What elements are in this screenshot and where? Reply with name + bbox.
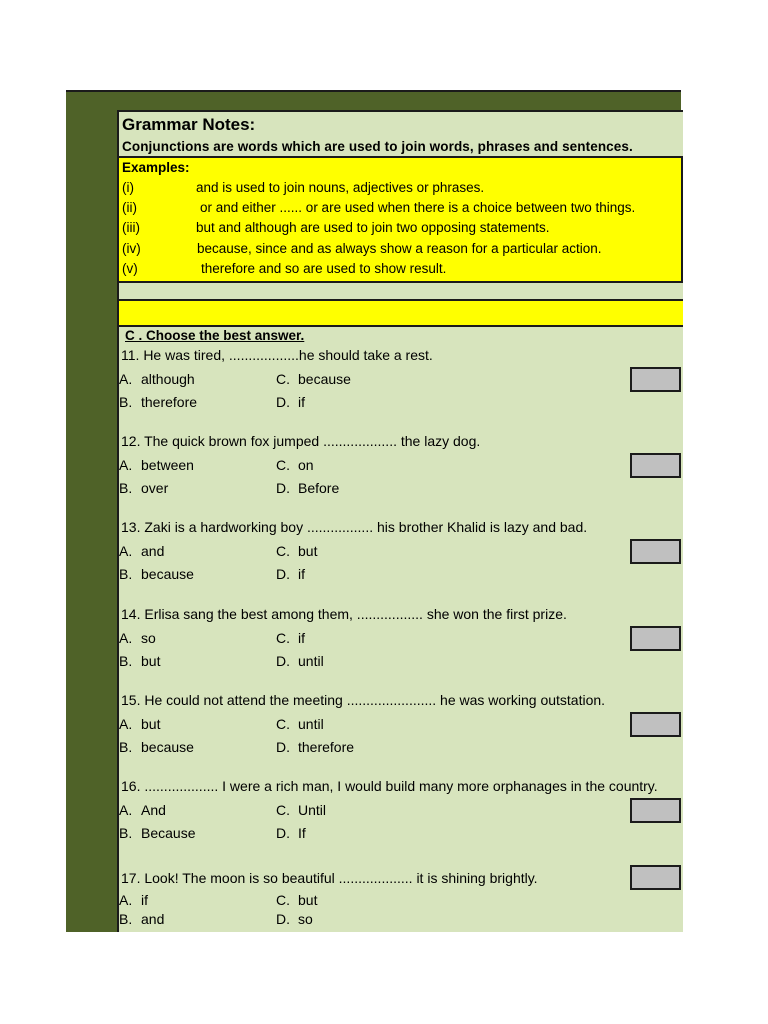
question-text: 15. He could not attend the meeting ....................... he was working outstation.: [121, 692, 606, 708]
option-d: D. if: [276, 394, 305, 410]
option-b: B. over: [119, 480, 169, 496]
notes-definition: Conjunctions are words which are used to join words, phrases and sentences.: [122, 139, 633, 154]
option-d: D. if: [276, 566, 305, 582]
option-d: D. until: [276, 653, 324, 669]
question-text: 14. Erlisa sang the best among them, ................. she won the first prize.: [121, 606, 567, 622]
answer-box[interactable]: [630, 798, 681, 823]
answer-box[interactable]: [630, 712, 681, 737]
worksheet-panel: [117, 110, 683, 932]
option-d: D. therefore: [276, 739, 355, 755]
option-b: B. and: [119, 911, 165, 927]
option-d: D. Before: [276, 480, 340, 496]
option-a: A. and: [119, 543, 165, 559]
option-a: A. so: [119, 630, 156, 646]
example-row: [122, 180, 484, 195]
answer-box[interactable]: [630, 539, 681, 564]
option-c: C. but: [276, 543, 318, 559]
option-b: B. Because: [119, 825, 196, 841]
example-number: (ii): [122, 200, 137, 215]
answer-box[interactable]: [630, 453, 681, 478]
example-row: [122, 261, 446, 276]
option-b: B. because: [119, 739, 194, 755]
highlight-band: [119, 299, 683, 327]
option-c: C. on: [276, 457, 314, 473]
option-b: B. but: [119, 653, 161, 669]
option-a: A. but: [119, 716, 161, 732]
option-c: C. if: [276, 630, 305, 646]
example-number: (v): [122, 261, 138, 276]
option-a: A. although: [119, 371, 195, 387]
option-c: C. until: [276, 716, 324, 732]
option-c: C. but: [276, 892, 318, 908]
question-text: 17. Look! The moon is so beautiful ................... it is shining brightly.: [121, 870, 538, 886]
option-b: B. because: [119, 566, 194, 582]
example-text: therefore and so are used to show result.: [201, 261, 447, 276]
option-c: C. Until: [276, 802, 327, 818]
answer-box[interactable]: [630, 626, 681, 651]
option-a: A. And: [119, 802, 166, 818]
answer-box[interactable]: [630, 865, 681, 890]
example-text: and is used to join nouns, adjectives or phrases.: [196, 180, 485, 195]
notes-title: Grammar Notes:: [122, 115, 256, 134]
section-title: C . Choose the best answer.: [125, 328, 305, 343]
option-a: A. if: [119, 892, 148, 908]
example-number: (iv): [122, 241, 141, 256]
option-d: D. so: [276, 911, 313, 927]
option-c: C. because: [276, 371, 351, 387]
example-row: [122, 220, 550, 235]
question-text: 12. The quick brown fox jumped ................... the lazy dog.: [121, 433, 481, 449]
examples-heading: Examples:: [122, 160, 190, 175]
example-text: or and either ...... or are used when there is a choice between two things.: [200, 200, 636, 215]
option-a: A. between: [119, 457, 194, 473]
question-text: 11. He was tired, ..................he should take a rest.: [121, 347, 433, 363]
option-b: B. therefore: [119, 394, 198, 410]
example-row: [122, 241, 601, 256]
examples-box: [119, 156, 683, 283]
example-number: (i): [122, 180, 134, 195]
example-text: because, since and as always show a reason for a particular action.: [197, 241, 602, 256]
option-d: D. If: [276, 825, 306, 841]
example-row: [122, 200, 635, 215]
question-text: 16. ................... I were a rich man, I would build many more orphanages in the country.: [121, 778, 658, 794]
example-text: but and although are used to join two opposing statements.: [196, 220, 550, 235]
example-number: (iii): [122, 220, 140, 235]
answer-box[interactable]: [630, 367, 681, 392]
question-text: 13. Zaki is a hardworking boy ................. his brother Khalid is lazy and bad.: [121, 519, 588, 535]
